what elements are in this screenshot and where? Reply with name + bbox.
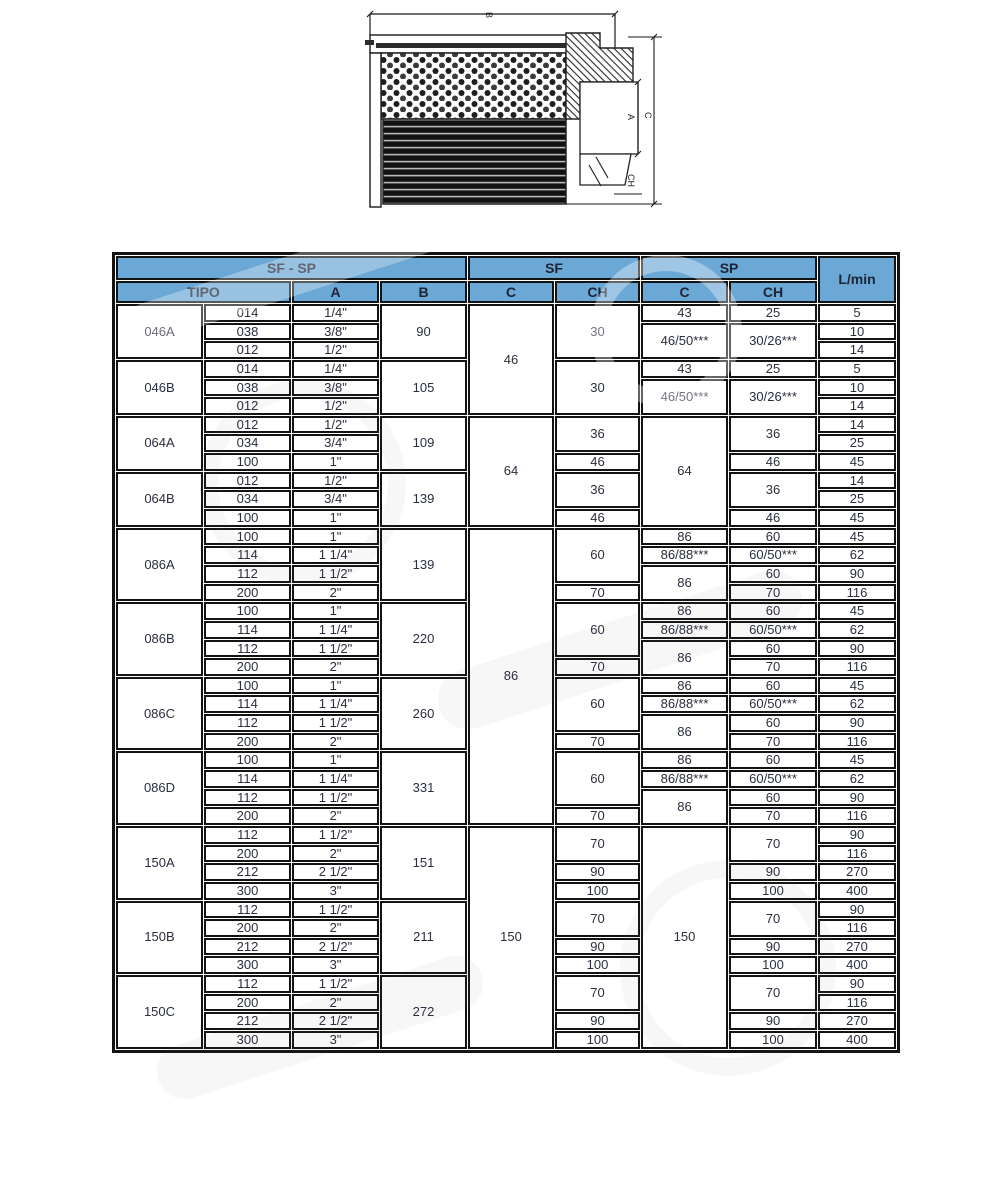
table-cell: 90 [818, 714, 896, 732]
table-cell: 100 [204, 751, 291, 769]
table-cell: 60 [555, 602, 640, 657]
table-cell: 70 [729, 826, 817, 862]
table-cell: 60 [729, 751, 817, 769]
table-cell: 70 [729, 901, 817, 937]
filter-pleats [383, 119, 566, 204]
table-cell: 70 [555, 658, 640, 676]
table-cell: 200 [204, 845, 291, 863]
table-cell: 2" [292, 994, 379, 1012]
table-cell: 1 1/4" [292, 770, 379, 788]
table-cell: 2" [292, 807, 379, 825]
table-cell: 60 [729, 789, 817, 807]
table-cell: 70 [555, 584, 640, 602]
table-cell: 90 [555, 1012, 640, 1030]
table-cell: 086A [116, 528, 203, 602]
table-cell: 1/2" [292, 416, 379, 434]
table-cell: 1/4" [292, 360, 379, 378]
table-cell: 62 [818, 621, 896, 639]
table-cell: 1 1/2" [292, 565, 379, 583]
table-cell: 100 [204, 677, 291, 695]
table-cell: 270 [818, 863, 896, 881]
table-cell: 70 [555, 975, 640, 1011]
table-cell: 60/50*** [729, 770, 817, 788]
table-cell: 112 [204, 640, 291, 658]
table-cell: 3" [292, 1031, 379, 1049]
table-cell: 2 1/2" [292, 938, 379, 956]
table-cell: 2" [292, 584, 379, 602]
table-cell: 1" [292, 602, 379, 620]
table-cell: 25 [818, 490, 896, 508]
table-cell: 012 [204, 397, 291, 415]
table-cell: 100 [729, 956, 817, 974]
table-cell: 30/26*** [729, 379, 817, 415]
table-cell: 70 [729, 975, 817, 1011]
header-group-sf-sp: SF - SP [116, 256, 467, 280]
table-cell: 1 1/2" [292, 640, 379, 658]
table-cell: 86 [641, 602, 728, 620]
table-cell: 60 [729, 528, 817, 546]
table-cell: 086C [116, 677, 203, 751]
table-cell: 100 [204, 453, 291, 471]
table-cell: 034 [204, 434, 291, 452]
table-cell: 116 [818, 733, 896, 751]
table-cell: 46 [555, 453, 640, 471]
table-cell: 1/4" [292, 304, 379, 322]
table-cell: 2" [292, 919, 379, 937]
table-cell: 45 [818, 677, 896, 695]
table-cell: 25 [729, 304, 817, 322]
table-cell: 300 [204, 956, 291, 974]
table-cell: 46/50*** [641, 379, 728, 415]
table-cell: 211 [380, 901, 467, 975]
table-cell: 45 [818, 528, 896, 546]
table-cell: 272 [380, 975, 467, 1049]
table-cell: 112 [204, 901, 291, 919]
table-cell: 151 [380, 826, 467, 900]
table-cell: 46 [729, 453, 817, 471]
table-cell: 90 [818, 975, 896, 993]
table-cell: 150C [116, 975, 203, 1049]
table-cell: 62 [818, 770, 896, 788]
table-cell: 034 [204, 490, 291, 508]
table-cell: 112 [204, 826, 291, 844]
table-cell: 112 [204, 714, 291, 732]
table-cell: 1 1/2" [292, 714, 379, 732]
table-cell: 5 [818, 304, 896, 322]
table-cell: 90 [818, 640, 896, 658]
filter-drawing [328, 2, 704, 234]
table-cell: 2" [292, 658, 379, 676]
table-cell: 212 [204, 863, 291, 881]
table-cell: 45 [818, 751, 896, 769]
table-cell: 114 [204, 621, 291, 639]
table-cell: 400 [818, 882, 896, 900]
table-cell: 60 [555, 528, 640, 583]
table-cell: 109 [380, 416, 467, 471]
header-col-tipo: TIPO [116, 281, 291, 303]
table-cell: 046A [116, 304, 203, 359]
table-cell: 116 [818, 919, 896, 937]
table-cell: 10 [818, 323, 896, 341]
table-cell: 90 [555, 863, 640, 881]
table-row [116, 826, 896, 844]
header-group-sf: SF [468, 256, 640, 280]
table-cell: 60 [729, 565, 817, 583]
table-cell: 86 [641, 751, 728, 769]
table-cell: 43 [641, 360, 728, 378]
table-cell: 3/4" [292, 434, 379, 452]
table-cell: 012 [204, 472, 291, 490]
table-cell: 064B [116, 472, 203, 527]
dimension-ch-label: CH [626, 174, 636, 187]
table-cell: 100 [729, 882, 817, 900]
table-cell: 60/50*** [729, 621, 817, 639]
table-cell: 1 1/4" [292, 546, 379, 564]
table-cell: 70 [555, 901, 640, 937]
table-cell: 116 [818, 845, 896, 863]
table-cell: 1 1/2" [292, 826, 379, 844]
table-cell: 46 [468, 304, 554, 415]
table-cell: 86/88*** [641, 621, 728, 639]
table-cell: 012 [204, 341, 291, 359]
table-cell: 1 1/2" [292, 975, 379, 993]
table-cell: 086D [116, 751, 203, 825]
table-cell: 105 [380, 360, 467, 415]
table-cell: 36 [555, 472, 640, 508]
header-col-a: A [292, 281, 379, 303]
table-cell: 260 [380, 677, 467, 751]
table-cell: 90 [380, 304, 467, 359]
table-cell: 2 1/2" [292, 1012, 379, 1030]
table-cell: 36 [729, 416, 817, 452]
table-cell: 038 [204, 323, 291, 341]
table-cell: 046B [116, 360, 203, 415]
table-cell: 60 [729, 640, 817, 658]
table-cell: 150 [641, 826, 728, 1049]
table-cell: 70 [555, 807, 640, 825]
table-cell: 014 [204, 360, 291, 378]
table-cell: 64 [641, 416, 728, 527]
filter-drawing-svg [328, 2, 704, 234]
table-cell: 90 [729, 1012, 817, 1030]
filter-mesh [381, 53, 566, 119]
spec-table [112, 252, 900, 1053]
table-cell: 150 [468, 826, 554, 1049]
table-cell: 270 [818, 1012, 896, 1030]
table-cell: 212 [204, 938, 291, 956]
table-cell: 86 [641, 640, 728, 676]
table-cell: 150B [116, 901, 203, 975]
dimension-a-label: A [626, 114, 636, 121]
table-row [116, 528, 896, 546]
table-cell: 45 [818, 602, 896, 620]
table-cell: 70 [729, 658, 817, 676]
table-cell: 064A [116, 416, 203, 471]
table-cell: 112 [204, 975, 291, 993]
table-cell: 30 [555, 304, 640, 359]
table-cell: 86 [641, 565, 728, 601]
table-cell: 90 [818, 789, 896, 807]
table-cell: 012 [204, 416, 291, 434]
table-cell: 100 [555, 1031, 640, 1049]
table-cell: 1/2" [292, 341, 379, 359]
table-cell: 90 [818, 826, 896, 844]
table-cell: 43 [641, 304, 728, 322]
table-cell: 2" [292, 733, 379, 751]
table-cell: 14 [818, 341, 896, 359]
table-cell: 10 [818, 379, 896, 397]
filter-port-bottom [580, 154, 631, 185]
table-cell: 1/2" [292, 472, 379, 490]
table-cell: 086B [116, 602, 203, 676]
table-cell: 200 [204, 994, 291, 1012]
table-cell: 3" [292, 882, 379, 900]
table-cell: 1" [292, 751, 379, 769]
table-cell: 112 [204, 789, 291, 807]
table-cell: 86 [641, 528, 728, 546]
table-cell: 300 [204, 1031, 291, 1049]
table-cell: 30 [555, 360, 640, 415]
table-cell: 64 [468, 416, 554, 527]
table-cell: 90 [729, 863, 817, 881]
table-cell: 038 [204, 379, 291, 397]
table-cell: 270 [818, 938, 896, 956]
table-cell: 62 [818, 695, 896, 713]
table-cell: 100 [729, 1031, 817, 1049]
table-cell: 30/26*** [729, 323, 817, 359]
table-cell: 114 [204, 546, 291, 564]
table-cell: 90 [818, 901, 896, 919]
table-cell: 112 [204, 565, 291, 583]
table-cell: 100 [204, 509, 291, 527]
table-cell: 100 [555, 882, 640, 900]
filter-end-plate [365, 35, 586, 53]
table-cell: 3/8" [292, 323, 379, 341]
dimension-c-label: C [643, 112, 653, 119]
table-cell: 014 [204, 304, 291, 322]
table-cell: 3" [292, 956, 379, 974]
table-cell: 86/88*** [641, 770, 728, 788]
table-cell: 200 [204, 807, 291, 825]
table-cell: 1" [292, 453, 379, 471]
spec-table-head [116, 256, 896, 303]
table-cell: 300 [204, 882, 291, 900]
header-group-sp: SP [641, 256, 817, 280]
table-cell: 1" [292, 509, 379, 527]
table-cell: 3/8" [292, 379, 379, 397]
table-cell: 100 [555, 956, 640, 974]
table-cell: 150A [116, 826, 203, 900]
table-cell: 116 [818, 658, 896, 676]
table-cell: 86/88*** [641, 695, 728, 713]
table-cell: 14 [818, 416, 896, 434]
table-cell: 100 [204, 602, 291, 620]
table-cell: 60/50*** [729, 695, 817, 713]
table-cell: 114 [204, 695, 291, 713]
spec-table-body [116, 304, 896, 1049]
table-cell: 60/50*** [729, 546, 817, 564]
table-cell: 86/88*** [641, 546, 728, 564]
table-cell: 200 [204, 584, 291, 602]
table-cell: 1 1/4" [292, 695, 379, 713]
table-cell: 5 [818, 360, 896, 378]
table-cell: 1" [292, 528, 379, 546]
table-cell: 60 [729, 714, 817, 732]
table-cell: 212 [204, 1012, 291, 1030]
table-cell: 46 [555, 509, 640, 527]
table-cell: 139 [380, 528, 467, 602]
table-cell: 100 [204, 528, 291, 546]
table-row [116, 304, 896, 322]
table-cell: 25 [729, 360, 817, 378]
table-cell: 70 [729, 584, 817, 602]
table-cell: 86 [641, 677, 728, 695]
table-cell: 86 [641, 714, 728, 750]
table-cell: 200 [204, 658, 291, 676]
filter-left-cap [370, 53, 381, 207]
table-cell: 2 1/2" [292, 863, 379, 881]
table-cell: 400 [818, 956, 896, 974]
table-cell: 70 [729, 807, 817, 825]
table-cell: 86 [468, 528, 554, 825]
dimension-b-label: B [484, 12, 494, 19]
table-cell: 60 [555, 751, 640, 806]
table-cell: 400 [818, 1031, 896, 1049]
table-cell: 220 [380, 602, 467, 676]
table-cell: 1/2" [292, 397, 379, 415]
header-col-c-sp: C [641, 281, 728, 303]
table-cell: 1" [292, 677, 379, 695]
table-cell: 36 [729, 472, 817, 508]
header-col-b: B [380, 281, 467, 303]
table-cell: 14 [818, 472, 896, 490]
table-cell: 90 [729, 938, 817, 956]
table-cell: 86 [641, 789, 728, 825]
table-cell: 331 [380, 751, 467, 825]
table-cell: 45 [818, 453, 896, 471]
table-cell: 116 [818, 584, 896, 602]
table-cell: 62 [818, 546, 896, 564]
table-cell: 1 1/4" [292, 621, 379, 639]
table-cell: 2" [292, 845, 379, 863]
table-cell: 90 [818, 565, 896, 583]
table-cell: 46 [729, 509, 817, 527]
table-cell: 25 [818, 434, 896, 452]
table-cell: 200 [204, 919, 291, 937]
table-cell: 139 [380, 472, 467, 527]
table-cell: 114 [204, 770, 291, 788]
table-cell: 60 [729, 677, 817, 695]
header-flow-lmin: L/min [818, 256, 896, 303]
table-row [116, 416, 896, 434]
table-cell: 60 [729, 602, 817, 620]
table-cell: 116 [818, 994, 896, 1012]
table-cell: 1 1/2" [292, 789, 379, 807]
table-cell: 1 1/2" [292, 901, 379, 919]
header-col-ch-sp: CH [729, 281, 817, 303]
table-cell: 116 [818, 807, 896, 825]
table-cell: 70 [555, 826, 640, 862]
table-cell: 60 [555, 677, 640, 732]
table-cell: 14 [818, 397, 896, 415]
header-col-ch-sf: CH [555, 281, 640, 303]
table-cell: 3/4" [292, 490, 379, 508]
table-cell: 200 [204, 733, 291, 751]
table-cell: 46/50*** [641, 323, 728, 359]
header-col-c-sf: C [468, 281, 554, 303]
table-cell: 90 [555, 938, 640, 956]
table-cell: 36 [555, 416, 640, 452]
table-cell: 70 [555, 733, 640, 751]
table-cell: 70 [729, 733, 817, 751]
table-cell: 45 [818, 509, 896, 527]
